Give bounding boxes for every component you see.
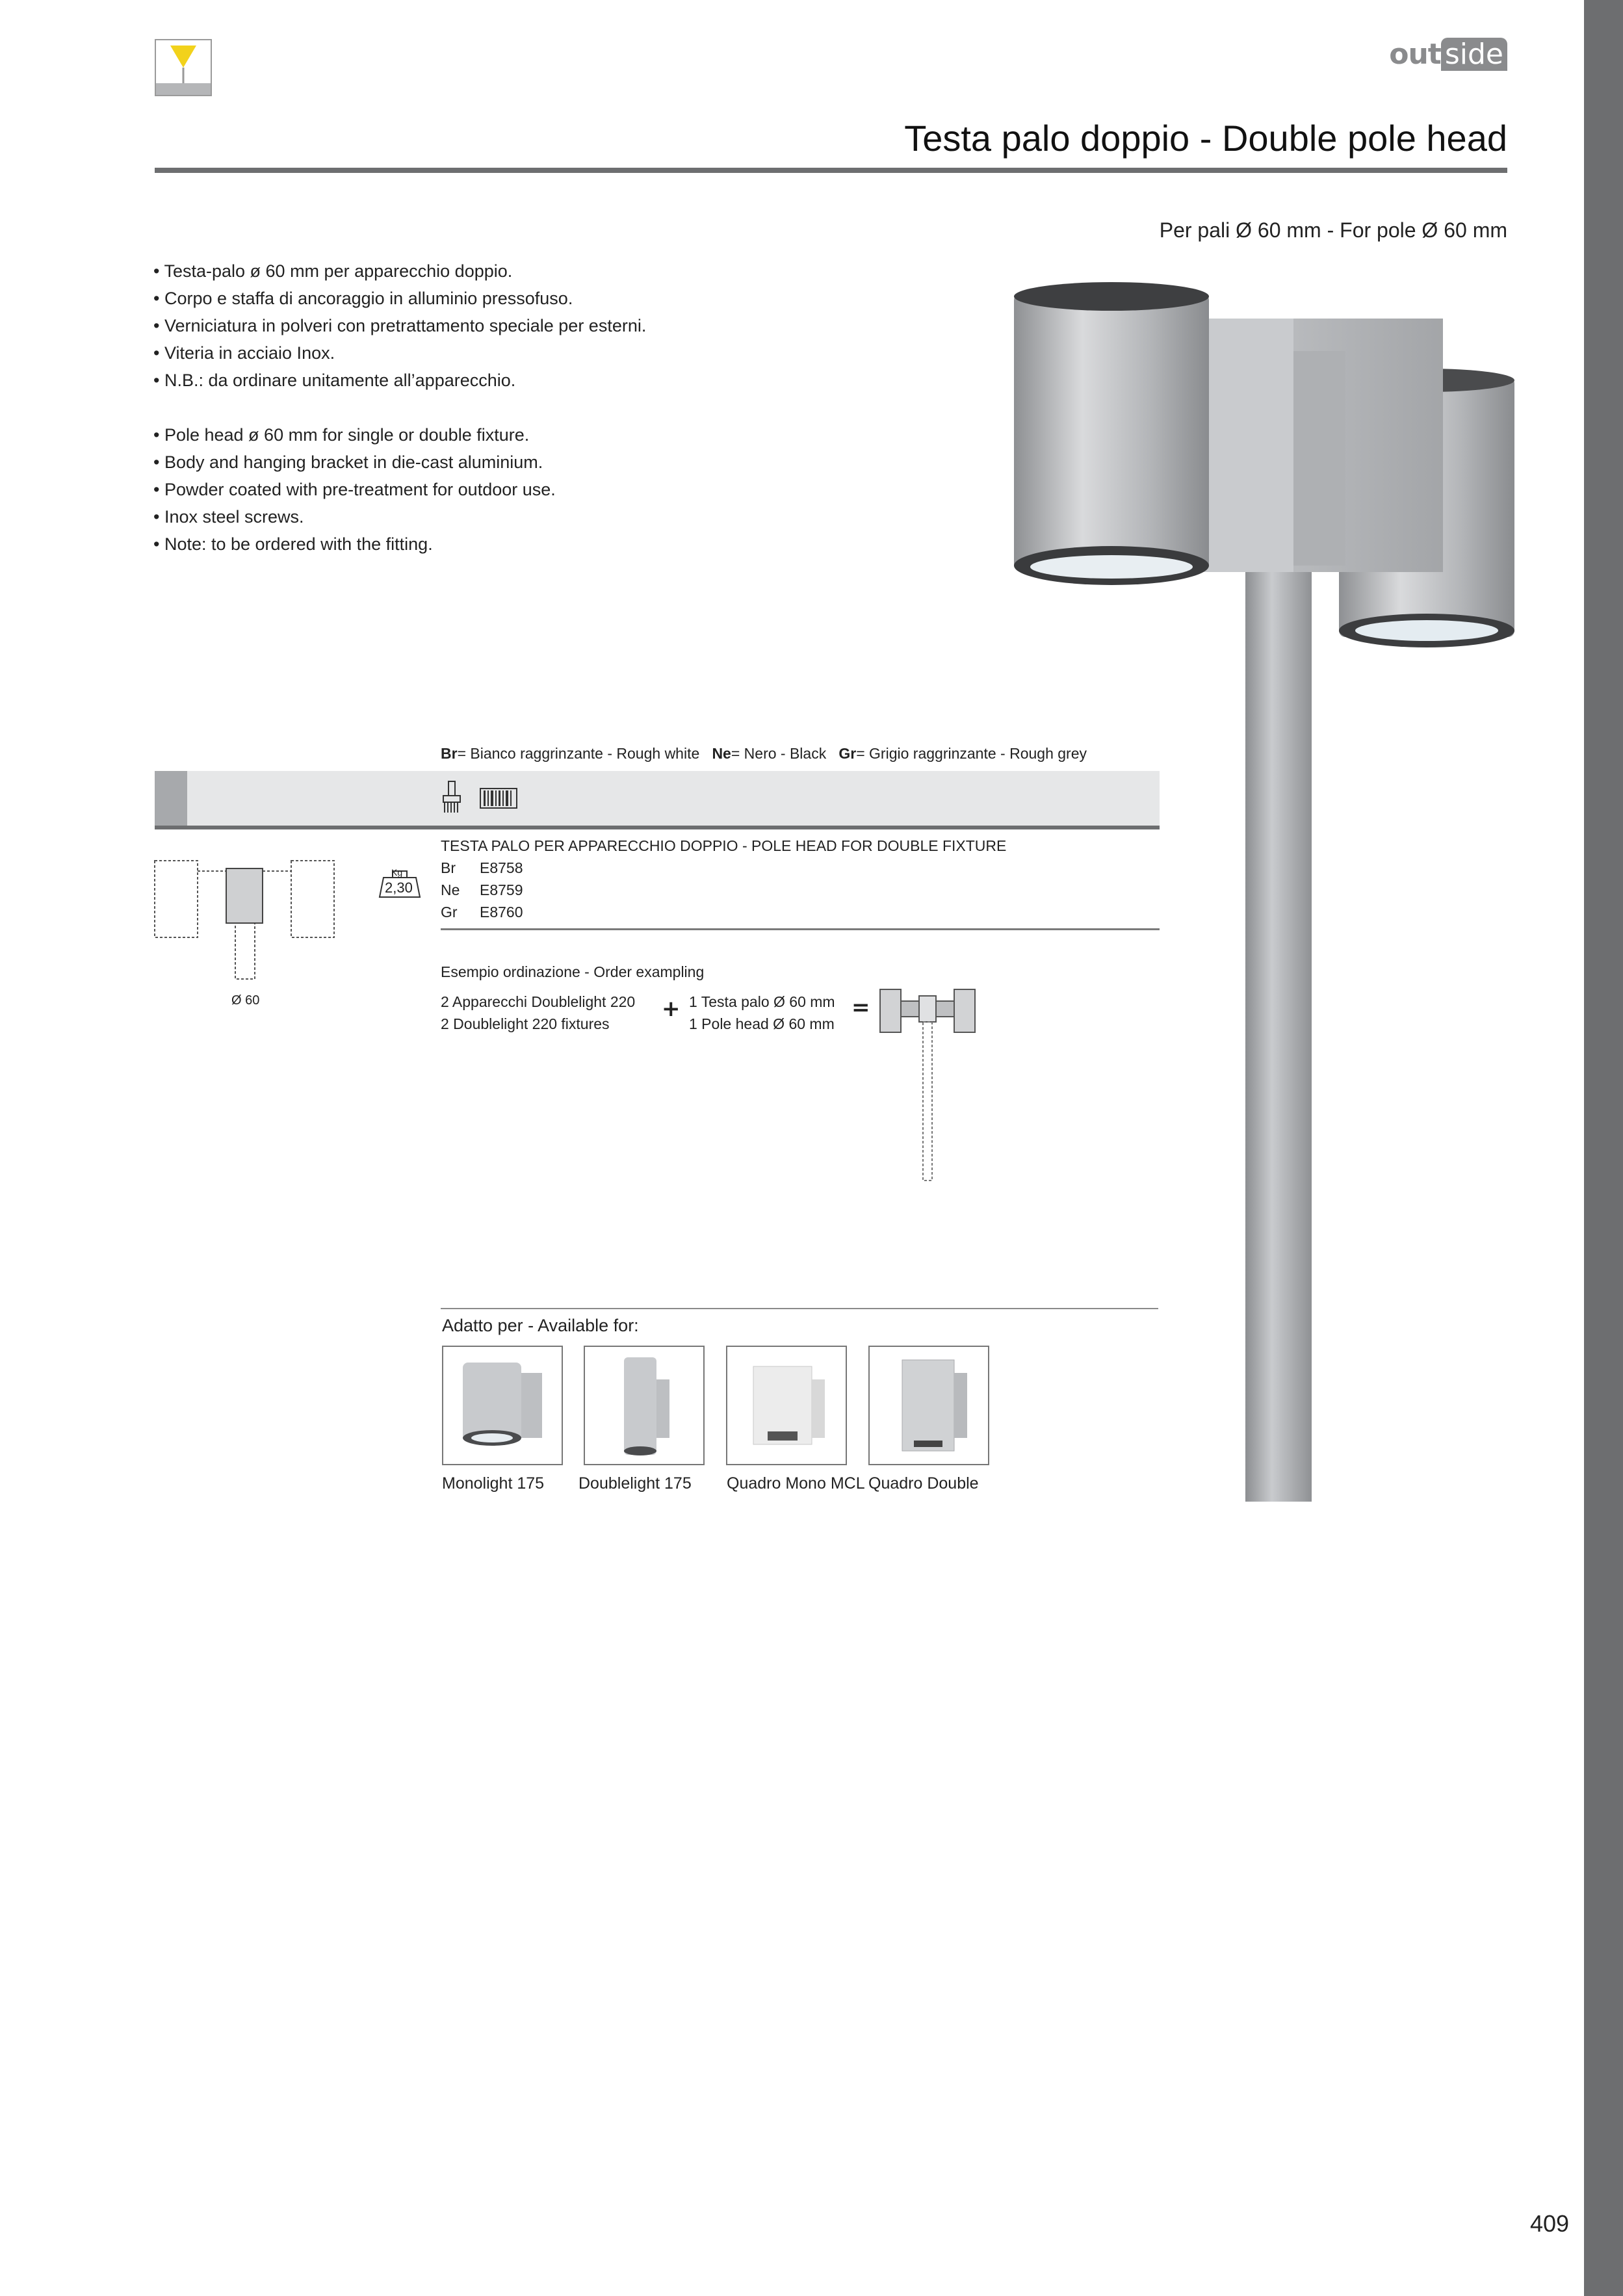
finish-text-br: = Bianco raggrinzante - Rough white	[457, 745, 700, 762]
feature-item-en: • Note: to be ordered with the fitting.	[153, 534, 433, 554]
product-description: TESTA PALO PER APPARECCHIO DOPPIO - POLE HEAD FOR DOUBLE FIXTURE	[441, 837, 1007, 854]
equals-sign: =	[851, 995, 870, 1021]
thumb-monolight-175	[442, 1346, 563, 1465]
feature-item-it: • N.B.: da ordinare unitamente all’apparecchio.	[153, 371, 516, 390]
available-title: Adatto per - Available for:	[442, 1316, 639, 1335]
code-value: E8758	[480, 859, 523, 876]
dimension-label: Ø 60	[231, 993, 260, 1008]
feature-item-en: • Inox steel screws.	[153, 507, 304, 527]
feature-item-it: • Testa-palo ø 60 mm per apparecchio doppio.	[153, 261, 513, 281]
weight-icon	[378, 868, 421, 898]
thumb-label: Monolight 175	[442, 1474, 545, 1493]
feature-item-it: • Verniciatura in polveri con pretrattamento speciale per esterni.	[153, 316, 647, 335]
product-photo	[1007, 280, 1527, 1502]
brand-logo-out: out	[1389, 38, 1441, 71]
code-row	[441, 879, 1006, 901]
thumb-doublelight-175	[584, 1346, 705, 1465]
thumb-label: Doublelight 175	[578, 1474, 692, 1493]
code-row	[441, 901, 1006, 923]
assembly-drawing	[877, 988, 981, 1183]
product-codes	[441, 835, 1006, 923]
finish-code-ne: Ne	[712, 745, 731, 762]
page-title: Testa palo doppio - Double pole head	[904, 118, 1507, 159]
order-pole-head	[689, 991, 835, 1035]
table-header-tab	[155, 771, 187, 826]
order-pole-head-it: 1 Testa palo Ø 60 mm	[689, 993, 835, 1010]
finish-text-ne: = Nero - Black	[731, 745, 827, 762]
code-finish: Br	[441, 859, 456, 876]
feature-list	[153, 257, 646, 558]
available-divider	[441, 1308, 1158, 1309]
product-divider	[441, 928, 1160, 930]
barcode-icon	[480, 788, 519, 811]
thumb-quadro-mono-mcl	[726, 1346, 847, 1465]
technical-drawing	[153, 858, 335, 982]
weight-unit: Kg	[391, 867, 403, 878]
title-divider	[155, 168, 1507, 173]
feature-item-it: • Viteria in acciaio Inox.	[153, 343, 335, 363]
page-number: 409	[1530, 2210, 1570, 2237]
thumb-label: Quadro Double	[868, 1474, 979, 1493]
feature-item-en: • Body and hanging bracket in die-cast aluminium.	[153, 452, 543, 472]
finish-code-gr: Gr	[838, 745, 857, 762]
finish-code-br: Br	[441, 745, 458, 762]
plus-sign: +	[662, 996, 681, 1022]
table-header-band	[155, 771, 1160, 829]
thumb-label: Quadro Mono MCL	[727, 1474, 865, 1493]
brand-logo	[1389, 38, 1507, 83]
order-pole-head-en: 1 Pole head Ø 60 mm	[689, 1015, 835, 1032]
page-subtitle: Per pali Ø 60 mm - For pole Ø 60 mm	[1159, 218, 1507, 242]
finish-text-gr: = Grigio raggrinzante - Rough grey	[856, 745, 1087, 762]
page-edge-bar	[1584, 0, 1623, 2296]
code-finish: Gr	[441, 904, 458, 920]
feature-item-it: • Corpo e staffa di ancoraggio in alluminio pressofuso.	[153, 289, 573, 308]
order-fixtures-it: 2 Apparecchi Doublelight 220	[441, 993, 636, 1010]
feature-item-en: • Pole head ø 60 mm for single or double fixture.	[153, 425, 530, 445]
weight-value: 2,30	[385, 880, 413, 896]
code-finish: Ne	[441, 881, 460, 898]
category-lamp-icon	[155, 39, 212, 96]
order-example-title: Esempio ordinazione - Order exampling	[441, 963, 705, 980]
finish-legend	[441, 745, 1087, 763]
code-value: E8760	[480, 904, 523, 920]
order-fixtures	[441, 991, 635, 1035]
thumb-quadro-double	[868, 1346, 989, 1465]
order-fixtures-en: 2 Doublelight 220 fixtures	[441, 1015, 610, 1032]
code-row	[441, 857, 1006, 879]
code-value: E8759	[480, 881, 523, 898]
brand-logo-side: side	[1441, 38, 1507, 71]
feature-item-en: • Powder coated with pre-treatment for outdoor use.	[153, 480, 556, 499]
